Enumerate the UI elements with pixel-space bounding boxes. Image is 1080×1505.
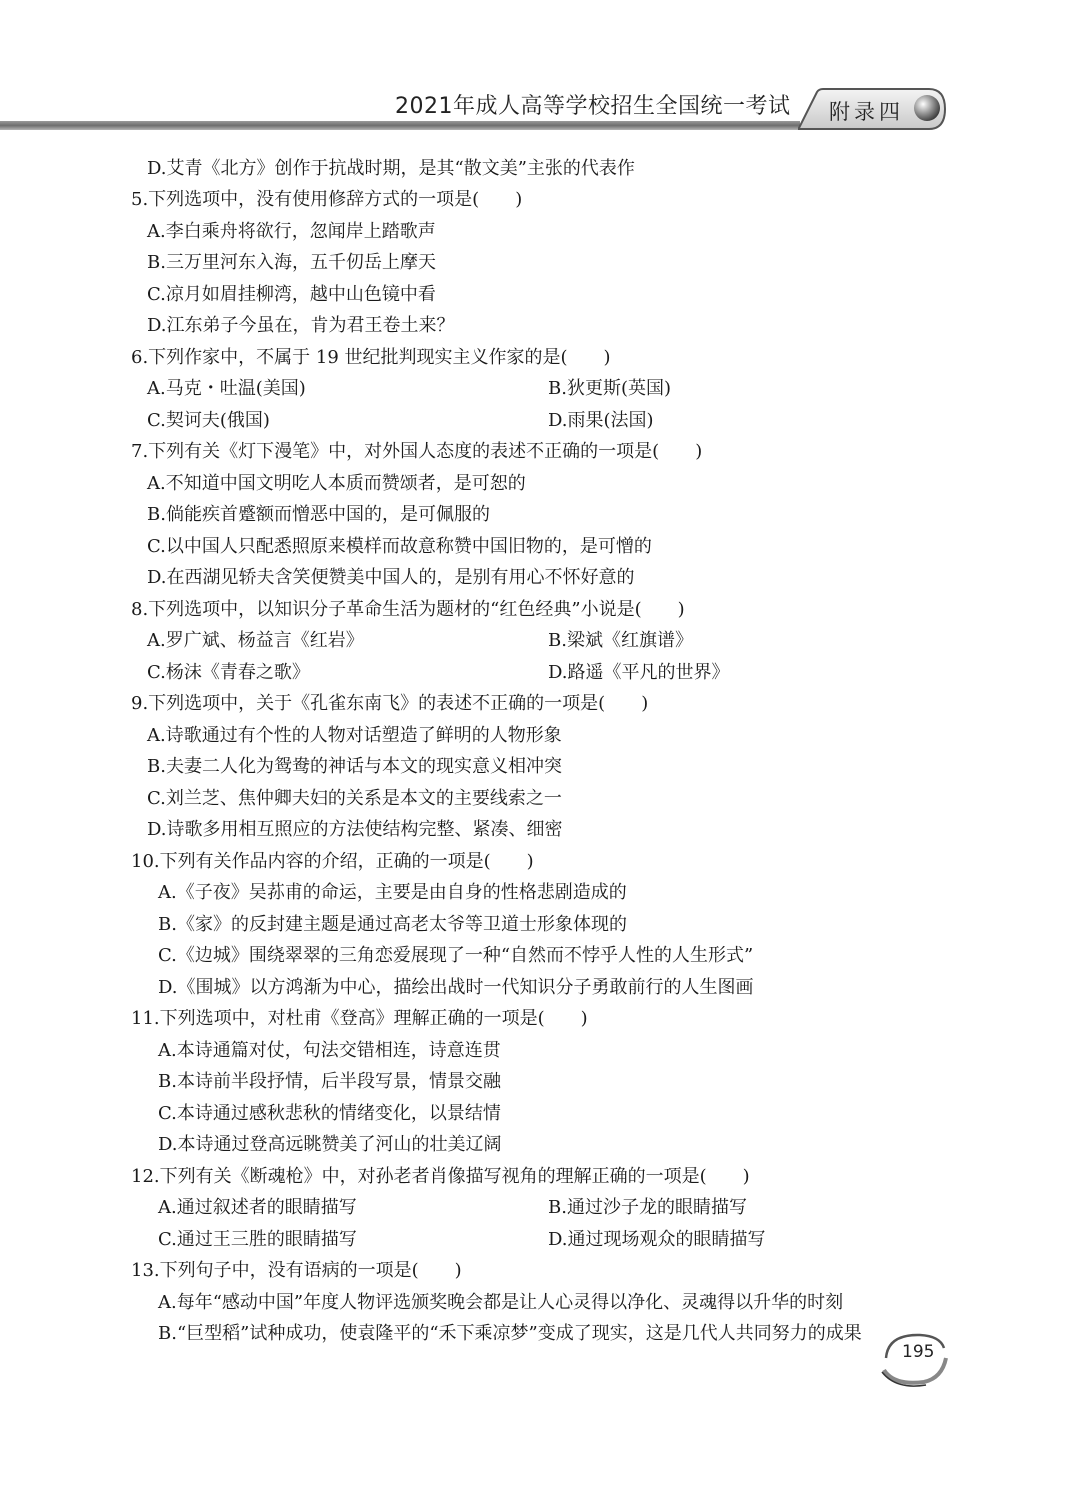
q11-stem: 11.下列选项中，对杜甫《登高》理解正确的一项是( ) bbox=[131, 1008, 588, 1029]
q10-option-d: D.《围城》以方鸿渐为中心，描绘出战时一代知识分子勇敢前行的人生图画 bbox=[158, 977, 754, 998]
q11-option-c: C.本诗通过感秋悲秋的情绪变化，以景结情 bbox=[158, 1103, 501, 1124]
q10-option-a: A.《子夜》吴荪甫的命运，主要是由自身的性格悲剧造成的 bbox=[158, 882, 627, 903]
q9-option-a: A.诗歌通过有个性的人物对话塑造了鲜明的人物形象 bbox=[147, 725, 562, 746]
q13-stem: 13.下列句子中，没有语病的一项是( ) bbox=[131, 1260, 462, 1281]
appendix-label: 附录四 bbox=[829, 100, 904, 124]
q7-option-c: C.以中国人只配悉照原来模样而故意称赞中国旧物的，是可憎的 bbox=[147, 536, 652, 557]
q6-stem: 6.下列作家中，不属于 19 世纪批判现实主义作家的是( ) bbox=[131, 347, 611, 368]
q4-option-d: D.艾青《北方》创作于抗战时期，是其“散文美”主张的代表作 bbox=[147, 158, 635, 179]
q7-option-d: D.在西湖见轿夫含笑便赞美中国人的，是别有用心不怀好意的 bbox=[147, 567, 635, 588]
q7-option-a: A.不知道中国文明吃人本质而赞颂者，是可恕的 bbox=[147, 473, 526, 494]
q12-option-d: D.通过现场观众的眼睛描写 bbox=[548, 1229, 766, 1250]
q5-option-c: C.凉月如眉挂柳湾，越中山色镜中看 bbox=[147, 284, 436, 305]
q9-option-c: C.刘兰芝、焦仲卿夫妇的关系是本文的主要线索之一 bbox=[147, 788, 562, 809]
q8-option-a: A.罗广斌、杨益言《红岩》 bbox=[147, 630, 364, 651]
q9-stem: 9.下列选项中，关于《孔雀东南飞》的表述不正确的一项是( ) bbox=[131, 693, 649, 714]
q5-option-b: B.三万里河东入海，五千仞岳上摩天 bbox=[147, 252, 436, 273]
q8-option-d: D.路遥《平凡的世界》 bbox=[548, 662, 730, 683]
appendix-tab bbox=[789, 88, 947, 130]
q11-option-a: A.本诗通篇对仗，句法交错相连，诗意连贯 bbox=[158, 1040, 501, 1061]
q6-option-c: C.契诃夫(俄国) bbox=[147, 410, 270, 431]
exam-title: 2021年成人高等学校招生全国统一考试 bbox=[395, 94, 791, 119]
q8-option-c: C.杨沫《青春之歌》 bbox=[147, 662, 310, 683]
q7-option-b: B.倘能疾首蹙额而憎恶中国的，是可佩服的 bbox=[147, 504, 490, 525]
q9-option-d: D.诗歌多用相互照应的方法使结构完整、紧凑、细密 bbox=[147, 819, 563, 840]
q12-option-a: A.通过叙述者的眼睛描写 bbox=[158, 1197, 357, 1218]
q5-option-a: A.李白乘舟将欲行，忽闻岸上踏歌声 bbox=[147, 221, 436, 242]
q12-stem: 12.下列有关《断魂枪》中，对孙老者肖像描写视角的理解正确的一项是( ) bbox=[131, 1166, 750, 1187]
header-rule bbox=[0, 121, 800, 130]
q8-stem: 8.下列选项中，以知识分子革命生活为题材的“红色经典”小说是( ) bbox=[131, 599, 685, 620]
q7-stem: 7.下列有关《灯下漫笔》中，对外国人态度的表述不正确的一项是( ) bbox=[131, 441, 703, 462]
q12-option-c: C.通过王三胜的眼睛描写 bbox=[158, 1229, 357, 1250]
page-number: 195 bbox=[902, 1342, 935, 1362]
q8-option-b: B.梁斌《红旗谱》 bbox=[548, 630, 693, 651]
q5-option-d: D.江东弟子今虽在，肯为君王卷土来？ bbox=[147, 315, 455, 336]
q13-option-b: B.“巨型稻”试种成功，使袁隆平的“禾下乘凉梦”变成了现实，这是几代人共同努力的成果 bbox=[158, 1323, 862, 1344]
q6-option-a: A.马克・吐温(美国) bbox=[147, 378, 306, 399]
q6-option-b: B.狄更斯(英国) bbox=[548, 378, 671, 399]
q11-option-b: B.本诗前半段抒情，后半段写景，情景交融 bbox=[158, 1071, 501, 1092]
sphere-icon bbox=[914, 95, 940, 121]
q11-option-d: D.本诗通过登高远眺赞美了河山的壮美辽阔 bbox=[158, 1134, 502, 1155]
q10-option-b: B.《家》的反封建主题是通过高老太爷等卫道士形象体现的 bbox=[158, 914, 627, 935]
page-number-badge bbox=[880, 1328, 950, 1388]
q12-option-b: B.通过沙子龙的眼睛描写 bbox=[548, 1197, 747, 1218]
q10-option-c: C.《边城》围绕翠翠的三角恋爱展现了一种“自然而不悖乎人性的人生形式” bbox=[158, 945, 754, 966]
q5-stem: 5.下列选项中，没有使用修辞方式的一项是( ) bbox=[131, 189, 523, 210]
q6-option-d: D.雨果(法国) bbox=[548, 410, 654, 431]
q13-option-a: A.每年“感动中国”年度人物评选颁奖晚会都是让人心灵得以净化、灵魂得以升华的时刻 bbox=[158, 1292, 844, 1313]
q10-stem: 10.下列有关作品内容的介绍，正确的一项是( ) bbox=[131, 851, 534, 872]
q9-option-b: B.夫妻二人化为鸳鸯的神话与本文的现实意义相冲突 bbox=[147, 756, 562, 777]
